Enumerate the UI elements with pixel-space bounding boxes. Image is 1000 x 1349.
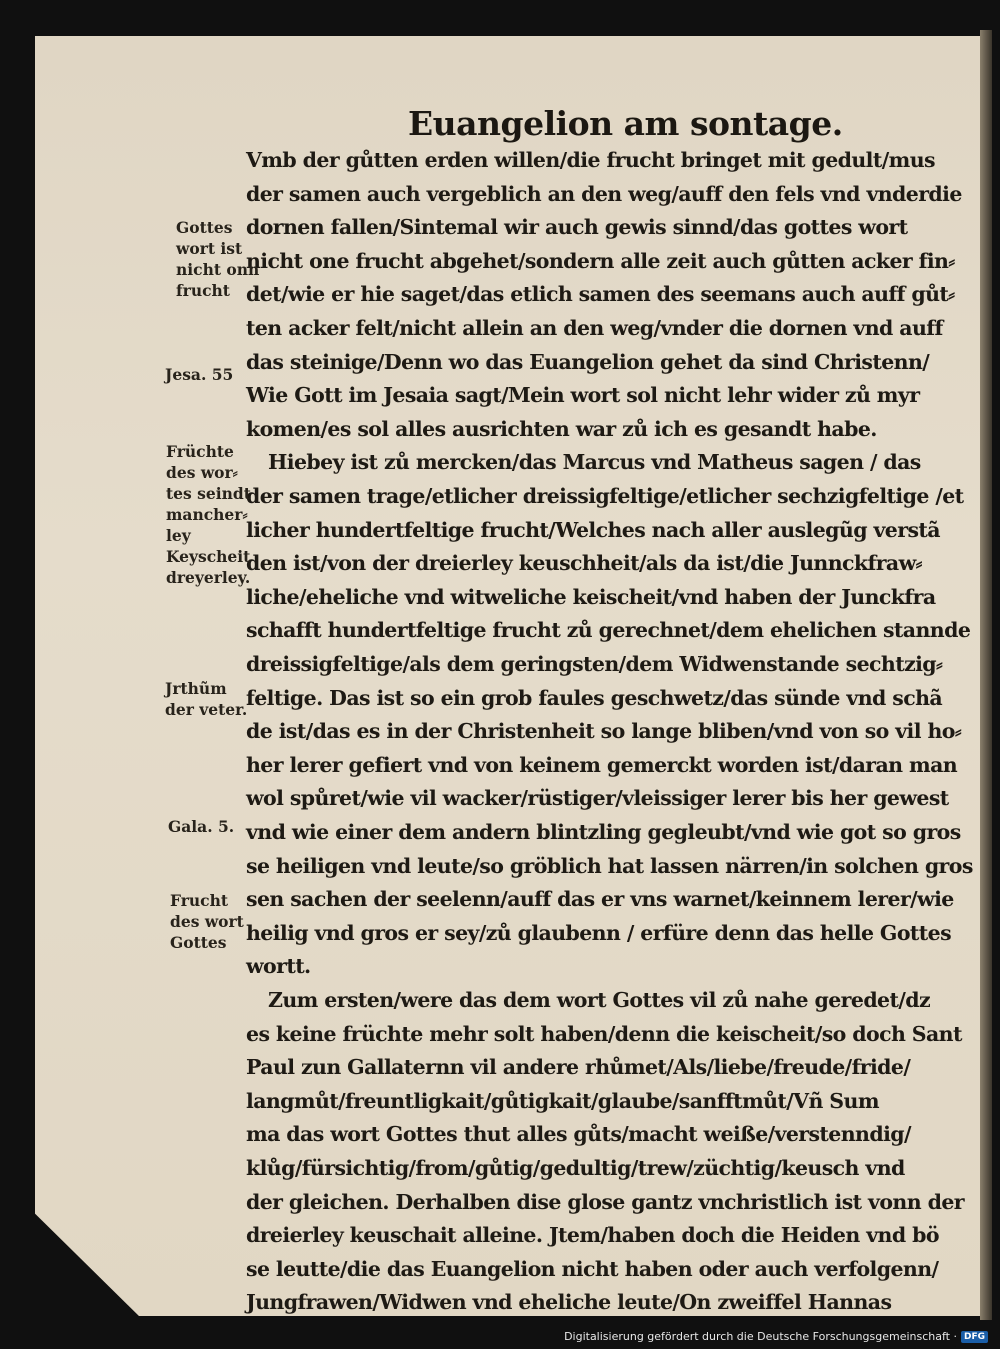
footer-credit [564, 1330, 988, 1343]
text-line: dreierley keuschait alleine. Jtem/haben doch die Heiden vnd bö [246, 1223, 939, 1248]
text-line: dreissigfeltige/als dem geringsten/dem Widwenstande sechtzig⸗ [246, 652, 943, 676]
text-line: wortt. [246, 954, 311, 979]
text-line: das steinige/Denn wo das Euangelion gehet da sind Christenn/ [246, 349, 930, 374]
text-line: heilig vnd gros er sey/zů glaubenn / erfüre denn das helle Gottes [246, 920, 952, 945]
margin-note-line: ley [166, 526, 191, 545]
text-line: Zum ersten/were das dem wort Gottes vil zů nahe geredet/dz [268, 988, 931, 1012]
margin-note [176, 217, 259, 301]
text-line: de ist/das es in der Christenheit so lange bliben/vnd von so vil ho⸗ [246, 719, 962, 744]
text-line: vnd wie einer dem andern blintzling gegleubt/vnd wie got so gros [246, 820, 961, 844]
footer-credit-text: Digitalisierung gefördert durch die Deutsche Forschungsgemeinschaft · [564, 1330, 957, 1343]
margin-note-line: des wor⸗ [166, 463, 238, 482]
margin-note [165, 364, 233, 385]
margin-note [165, 678, 247, 720]
text-line: licher hundertfeltige frucht/Welches nach aller auslegũg verstã [246, 517, 940, 542]
text-line: den ist/von der dreierley keuschheit/als da ist/die Junnckfraw⸗ [246, 551, 922, 576]
margin-note [166, 441, 251, 588]
text-line: Vmb der gůtten erden willen/die frucht bringet mit gedult/mus [246, 148, 935, 172]
margin-note-line: Frucht [170, 891, 229, 910]
text-line: feltige. Das ist so ein grob faules geschwetz/das sünde vnd schã [246, 685, 943, 710]
margin-note [168, 816, 234, 837]
text-line: se leutte/die das Euangelion nicht haben oder auch verfolgenn/ [246, 1256, 939, 1281]
text-line: her lerer gefiert vnd von keinem gemerckt worden ist/daran man [246, 752, 958, 777]
page-edge [980, 30, 992, 1320]
text-line: liche/eheliche vnd witweliche keischeit/vnd haben der Junckfra [246, 584, 936, 609]
text-line: komen/es sol alles ausrichten war zů ich es gesandt habe. [246, 416, 877, 441]
text-line: se heiligen vnd leute/so gröblich hat lassen närren/in solchen gros [246, 853, 973, 878]
margin-note-line: dreyerley. [166, 568, 251, 587]
text-line: langmůt/freuntligkait/gůtigkait/glaube/sanfftmůt/Vñ Sum [246, 1088, 879, 1113]
margin-note-line: Früchte [166, 442, 234, 461]
text-line: klůg/fürsichtig/from/gůtig/gedultig/trew/züchtig/keusch vnd [246, 1156, 905, 1180]
text-line: wol spůret/wie vil wacker/rüstiger/vleissiger lerer bis her gewest [246, 786, 949, 811]
margin-note-line: der veter. [165, 700, 248, 719]
margin-note [170, 890, 244, 953]
margin-note-line: nicht onn [176, 260, 260, 279]
text-line: der samen trage/etlicher dreissigfeltige/etlicher sechzigfeltige /et [246, 484, 964, 508]
text-line: Wie Gott im Jesaia sagt/Mein wort sol nicht lehr wider zů myr [246, 383, 920, 408]
margin-note-line: wort ist [176, 239, 243, 258]
text-line: schafft hundertfeltige frucht zů gerechnet/dem ehelichen stannde [246, 618, 971, 643]
text-line: sen sachen der seelenn/auff das er vns warnet/keinnem lerer/wie [246, 887, 954, 912]
text-line: der gleichen. Derhalben dise glose gantz vnchristlich ist vonn der [246, 1189, 964, 1214]
margin-note-line: des wort [170, 912, 244, 931]
text-line: nicht one frucht abgehet/sondern alle zeit auch gůtten acker fin⸗ [246, 248, 955, 273]
margin-note-line: Gottes [170, 933, 227, 952]
text-line: es keine früchte mehr solt haben/denn die keischeit/so doch Sant [246, 1021, 962, 1046]
margin-note-line: Gala. 5. [168, 817, 235, 836]
margin-note-line: mancher⸗ [166, 505, 248, 524]
text-line: Paul zun Gallaternn vil andere rhůmet/Als/liebe/freude/fride/ [246, 1055, 911, 1080]
running-head: Euangelion am sontage. [408, 104, 843, 143]
text-line: dornen fallen/Sintemal wir auch gewis sinnd/das gottes wort [246, 215, 908, 240]
text-line: der samen auch vergeblich an den weg/auff den fels vnd vnderdie [246, 181, 962, 206]
margin-note-line: Gottes [176, 218, 233, 237]
margin-note-line: Keyscheit [166, 547, 251, 566]
text-line: Hiebey ist zů mercken/das Marcus vnd Matheus sagen / das [268, 450, 921, 475]
dfg-logo: DFG [961, 1331, 988, 1343]
text-line: ma das wort Gottes thut alles gůts/macht weiße/verstenndig/ [246, 1122, 911, 1147]
margin-note-line: Jrthũm [165, 679, 227, 698]
margin-note-line: frucht [176, 281, 230, 300]
margin-note-line: tes seindt [166, 484, 251, 503]
margin-note-line: Jesa. 55 [165, 365, 234, 384]
text-line: det/wie er hie saget/das etlich samen des seemans auch auff gůt⸗ [246, 282, 955, 307]
text-line: Jungfrawen/Widwen vnd eheliche leute/On zweiffel Hannas [246, 1290, 892, 1315]
text-line: ten acker felt/nicht allein an den weg/vnder die dornen vnd auff [246, 316, 943, 340]
